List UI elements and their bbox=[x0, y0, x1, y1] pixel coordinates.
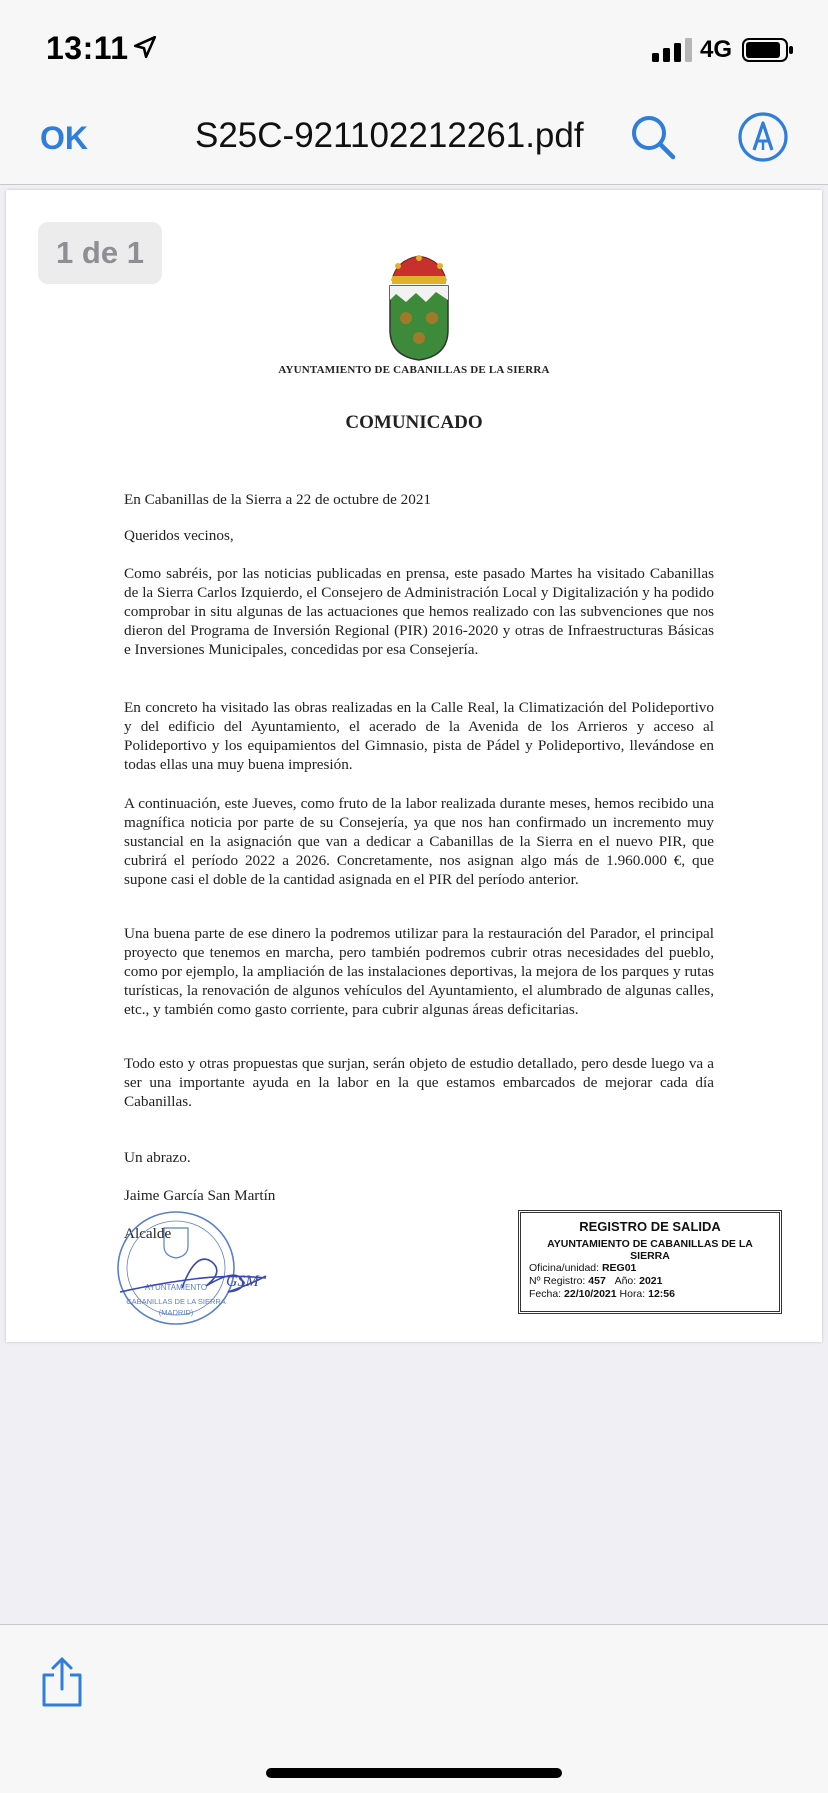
stamp-date-value: 22/10/2021 bbox=[564, 1288, 617, 1300]
pdf-page[interactable] bbox=[6, 190, 822, 1342]
registry-stamp bbox=[518, 1210, 782, 1314]
home-indicator[interactable] bbox=[266, 1768, 562, 1778]
markup-icon[interactable] bbox=[736, 110, 790, 164]
svg-text:(MADRID): (MADRID) bbox=[158, 1308, 194, 1317]
closing: Un abrazo. bbox=[124, 1149, 191, 1166]
stamp-office-value: REG01 bbox=[601, 1262, 637, 1274]
status-bar bbox=[0, 0, 828, 92]
municipality-header: AYUNTAMIENTO DE CABANILLAS DE LA SIERRA bbox=[278, 364, 550, 376]
greeting: Queridos vecinos, bbox=[124, 527, 234, 544]
signer-name: Jaime García San Martín bbox=[124, 1187, 276, 1204]
stamp-reg-row bbox=[529, 1275, 779, 1288]
status-time: 13:11 bbox=[46, 30, 129, 66]
stamp-office-row bbox=[529, 1262, 779, 1275]
file-title: S25C-921102212261.pdf bbox=[195, 116, 584, 155]
stamp-date-row bbox=[529, 1288, 779, 1301]
stamp-year-label: Año: bbox=[614, 1275, 637, 1287]
battery-icon bbox=[742, 38, 794, 62]
search-icon[interactable] bbox=[628, 112, 678, 162]
svg-text:GSM: GSM bbox=[226, 1273, 259, 1290]
stamp-date-label: Fecha: bbox=[529, 1288, 562, 1300]
document-heading: COMUNICADO bbox=[345, 412, 483, 433]
signal-icon bbox=[652, 38, 694, 62]
paragraph-2: En concreto ha visitado las obras realizadas en la Calle Real, la Climatización del Polideportivo y del edificio del Ayuntamiento, el acerado de la Avenida de los Arrieros y acceso al Polideportivo y los equipamientos del Gimnasio, pista de Pádel y Polideportivo, llevándose en todas ellas una muy buena impresión. bbox=[124, 699, 714, 773]
nav-bar bbox=[0, 92, 828, 185]
stamp-org: AYUNTAMIENTO DE CABANILLAS DE LA SIERRA bbox=[547, 1238, 753, 1262]
document-content bbox=[6, 190, 822, 1342]
stamp-reg-label: Nº Registro: bbox=[529, 1275, 586, 1287]
stamp-hour-value: 12:56 bbox=[648, 1288, 675, 1300]
network-type: 4G bbox=[700, 36, 733, 63]
location-arrow-icon bbox=[132, 34, 158, 60]
stamp-title: REGISTRO DE SALIDA bbox=[579, 1219, 721, 1234]
stamp-hour-label: Hora: bbox=[619, 1288, 646, 1300]
paragraph-3: A continuación, este Jueves, como fruto de la labor realizada durante meses, hemos recibido una magnífica noticia por parte de su Consejería, ya que nos han confirmado un incremento muy sustancial en la asignación que van a dedicar a Cabanillas de la Sierra en el nuevo PIR, que cubrirá el período 2022 a 2026. Concretamente, nos asignan algo más de 1.960.000 €, que supone casi el doble de la cantidad asignada en el PIR del período anterior. bbox=[124, 795, 714, 888]
share-icon[interactable] bbox=[40, 1655, 84, 1709]
paragraph-4: Una buena parte de ese dinero la podremos utilizar para la restauración del Parador, el principal proyecto que tenemos en marcha, pero también podremos cubrir otras necesidades del pueblo, como por ejemplo, la ampliación de las instalaciones deportivas, la mejora de los parques y rutas turísticas, la renovación de algunos vehículos del Ayuntamiento, el alumbrado de algunas calles, etc., y también como gasto corriente, para cubrir algunas áreas deficitarias. bbox=[124, 925, 714, 1018]
svg-text:AYUNTAMIENTO: AYUNTAMIENTO bbox=[144, 1283, 208, 1292]
stamp-reg-value: 457 bbox=[588, 1275, 606, 1287]
date-line: En Cabanillas de la Sierra a 22 de octubre de 2021 bbox=[124, 491, 432, 508]
ok-button[interactable]: OK bbox=[40, 120, 88, 156]
coat-of-arms-icon bbox=[384, 252, 454, 362]
signer-role: Alcalde bbox=[124, 1225, 172, 1242]
stamp-year-value: 2021 bbox=[639, 1275, 663, 1287]
official-seal-icon bbox=[116, 1180, 276, 1330]
paragraph-5: Todo esto y otras propuestas que surjan, serán objeto de estudio detallado, pero desde luego va a ser una importante ayuda en la labor en la que estamos embarcados de mejorar cada día Cabanillas. bbox=[124, 1055, 714, 1110]
svg-text:CABANILLAS DE LA SIERRA: CABANILLAS DE LA SIERRA bbox=[126, 1297, 226, 1306]
stamp-office-label: Oficina/unidad: bbox=[529, 1262, 600, 1274]
page-indicator: 1 de 1 bbox=[38, 222, 162, 284]
paragraph-1: Como sabréis, por las noticias publicadas en prensa, este pasado Martes ha visitado Cabanillas de la Sierra Carlos Izquierdo, el Consejero de Administración Local y Digitalización y ha podido comprobar in situ algunas de las actuaciones que hemos realizado con las subvenciones que nos dieron del Programa de Inversión Regional (PIR) 2016-2020 y otras de Infraestructuras Básicas e Inversiones Municipales, concedidas por esa Consejería. bbox=[124, 565, 714, 658]
